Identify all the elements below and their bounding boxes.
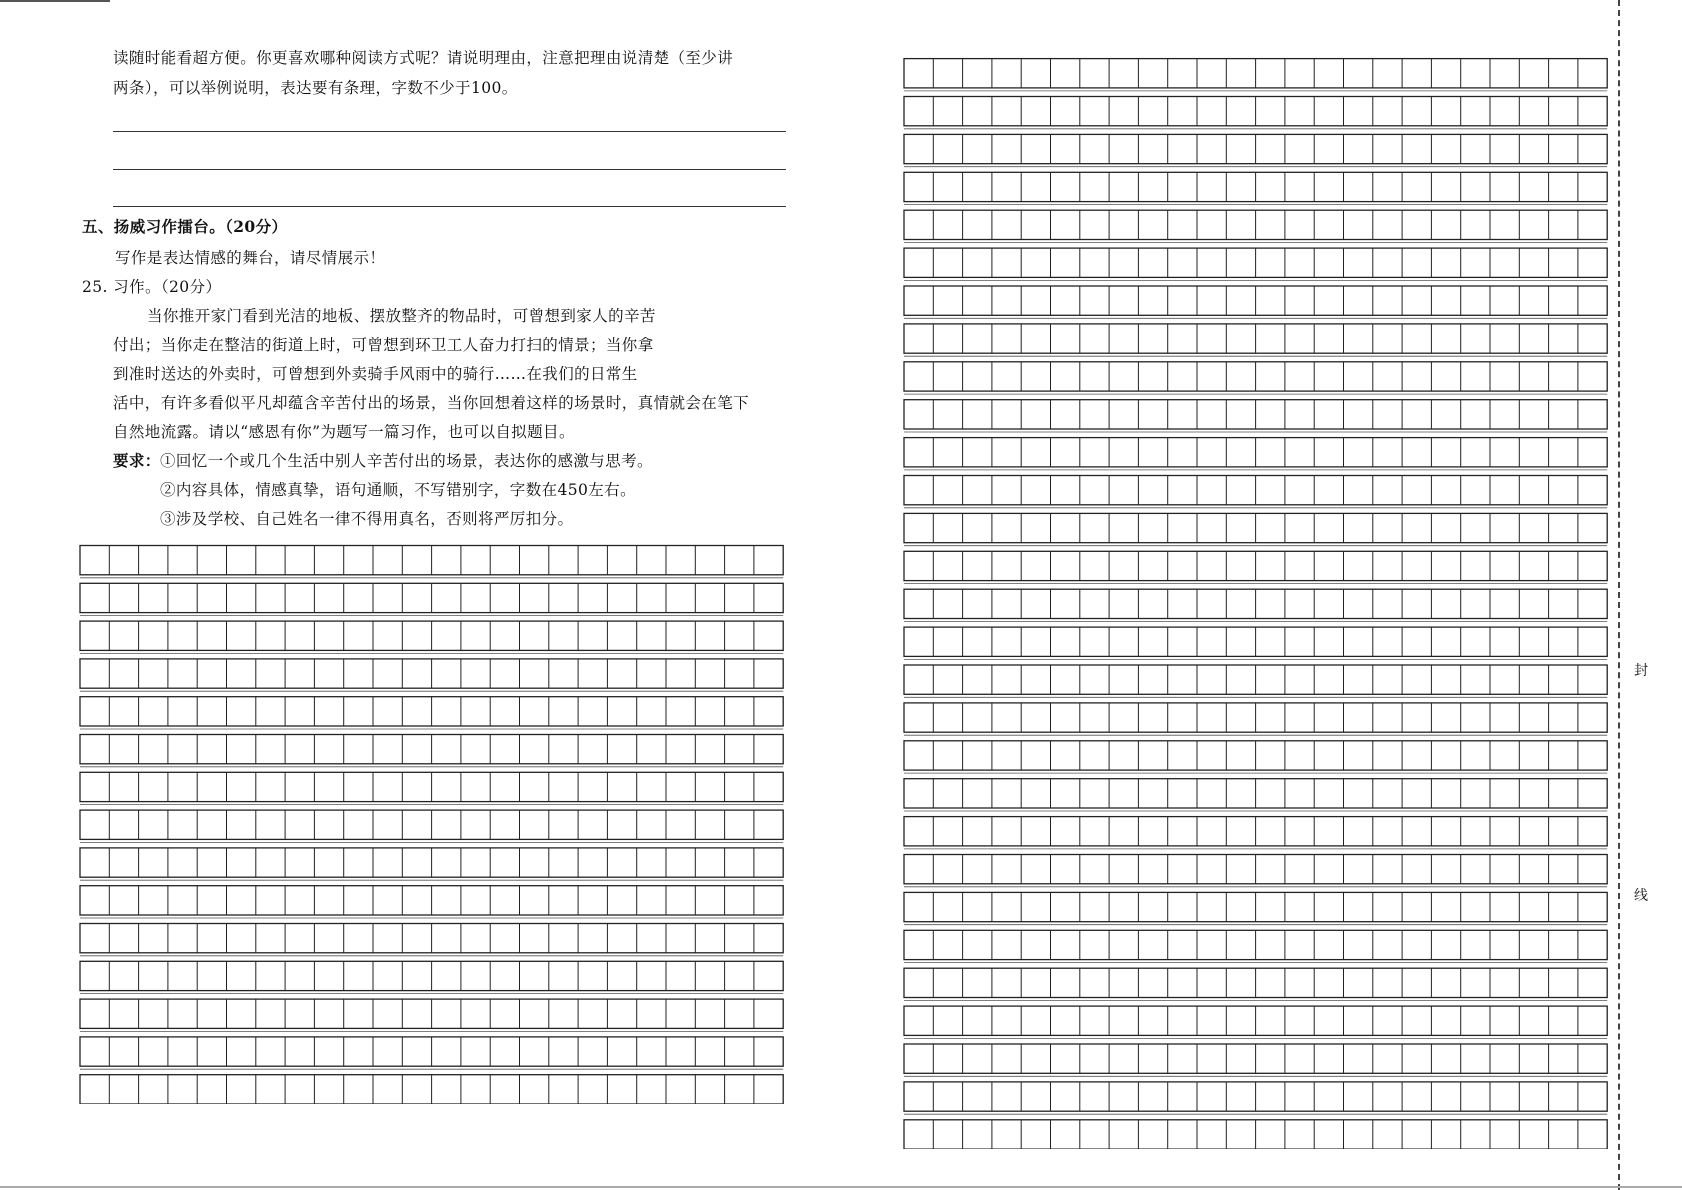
requirement-3: ③涉及学校、自己姓名一律不得用真名，否则将严厉扣分。 [160, 510, 574, 528]
grid-row[interactable] [80, 1075, 783, 1104]
grid-row[interactable] [80, 961, 783, 993]
grid-row[interactable] [80, 848, 783, 880]
grid-row[interactable] [904, 324, 1607, 356]
grid-row[interactable] [904, 665, 1607, 697]
requirement-1: ①回忆一个或几个生活中别人辛苦付出的场景，表达你的感激与思考。 [160, 452, 653, 470]
section-intro: 写作是表达情感的舞台，请尽情展示！ [115, 249, 386, 267]
grid-row[interactable] [80, 583, 783, 615]
grid-row[interactable] [904, 248, 1607, 280]
passage-line-1: 当你推开家门看到光洁的地板、摆放整齐的物品时，可曾想到家人的辛苦 [147, 307, 656, 325]
writing-grid-left[interactable] [79, 537, 784, 1104]
grid-row[interactable] [904, 779, 1607, 811]
margin-char-feng: 封 [1634, 663, 1648, 679]
grid-row[interactable] [904, 513, 1607, 545]
answer-line-2[interactable] [113, 169, 786, 170]
grid-row[interactable] [904, 930, 1607, 962]
grid-row[interactable] [80, 659, 783, 691]
passage-line-3: 到准时送达的外卖时，可曾想到外卖骑手风雨中的骑行……在我们的日常生 [113, 365, 638, 383]
grid-row[interactable] [904, 59, 1607, 91]
grid-row[interactable] [904, 627, 1607, 659]
grid-row[interactable] [904, 1044, 1607, 1076]
page-bottom-edge [0, 1186, 1682, 1188]
grid-row[interactable] [80, 546, 783, 578]
section-title: 五、扬威习作擂台。（20分） [82, 217, 288, 236]
requirements-label: 要求： [113, 451, 161, 470]
passage-line-2: 付出；当你走在整洁的街道上时，可曾想到环卫工人奋力打扫的情景；当你拿 [113, 336, 654, 354]
margin-char-xian: 线 [1634, 888, 1648, 904]
grid-row[interactable] [904, 703, 1607, 735]
writing-grid-right[interactable] [903, 50, 1608, 1149]
grid-row[interactable] [80, 810, 783, 842]
grid-row[interactable] [80, 621, 783, 653]
grid-row[interactable] [80, 735, 783, 767]
grid-row[interactable] [904, 892, 1607, 924]
grid-row[interactable] [904, 1120, 1607, 1149]
grid-row[interactable] [904, 400, 1607, 432]
requirement-2: ②内容具体，情感真挚，语句通顺，不写错别字，字数在450左右。 [160, 481, 636, 499]
binding-dashed-line [1618, 0, 1620, 1190]
passage-line-4: 活中，有许多看似平凡却蕴含辛苦付出的场景，当你回想着这样的场景时，真情就会在笔下 [113, 394, 750, 412]
grid-row[interactable] [904, 855, 1607, 887]
grid-row[interactable] [904, 589, 1607, 621]
grid-row[interactable] [80, 1037, 783, 1069]
grid-row[interactable] [904, 172, 1607, 204]
grid-row[interactable] [904, 1082, 1607, 1114]
grid-row[interactable] [904, 286, 1607, 318]
top-mark [0, 0, 110, 2]
question-25: 25. 习作。（20分） [82, 278, 222, 296]
answer-line-3[interactable] [113, 206, 786, 207]
grid-row[interactable] [80, 886, 783, 918]
grid-row[interactable] [904, 551, 1607, 583]
grid-row[interactable] [80, 999, 783, 1031]
grid-row[interactable] [904, 968, 1607, 1000]
grid-row[interactable] [904, 362, 1607, 394]
prompt-line-2: 两条），可以举例说明，表达要有条理，字数不少于100。 [113, 79, 518, 97]
grid-row[interactable] [80, 924, 783, 956]
grid-row[interactable] [904, 1006, 1607, 1038]
grid-row[interactable] [80, 772, 783, 804]
grid-row[interactable] [904, 97, 1607, 129]
grid-row[interactable] [80, 697, 783, 729]
grid-row[interactable] [904, 438, 1607, 470]
grid-row[interactable] [904, 476, 1607, 508]
prompt-line-1: 读随时能看超方便。你更喜欢哪种阅读方式呢？请说明理由，注意把理由说清楚（至少讲 [113, 49, 734, 67]
passage-line-5: 自然地流露。请以“感恩有你”为题写一篇习作，也可以自拟题目。 [113, 423, 575, 441]
grid-row[interactable] [904, 134, 1607, 166]
grid-row[interactable] [904, 741, 1607, 773]
grid-row[interactable] [904, 210, 1607, 242]
grid-row[interactable] [904, 817, 1607, 849]
answer-line-1[interactable] [113, 131, 786, 132]
